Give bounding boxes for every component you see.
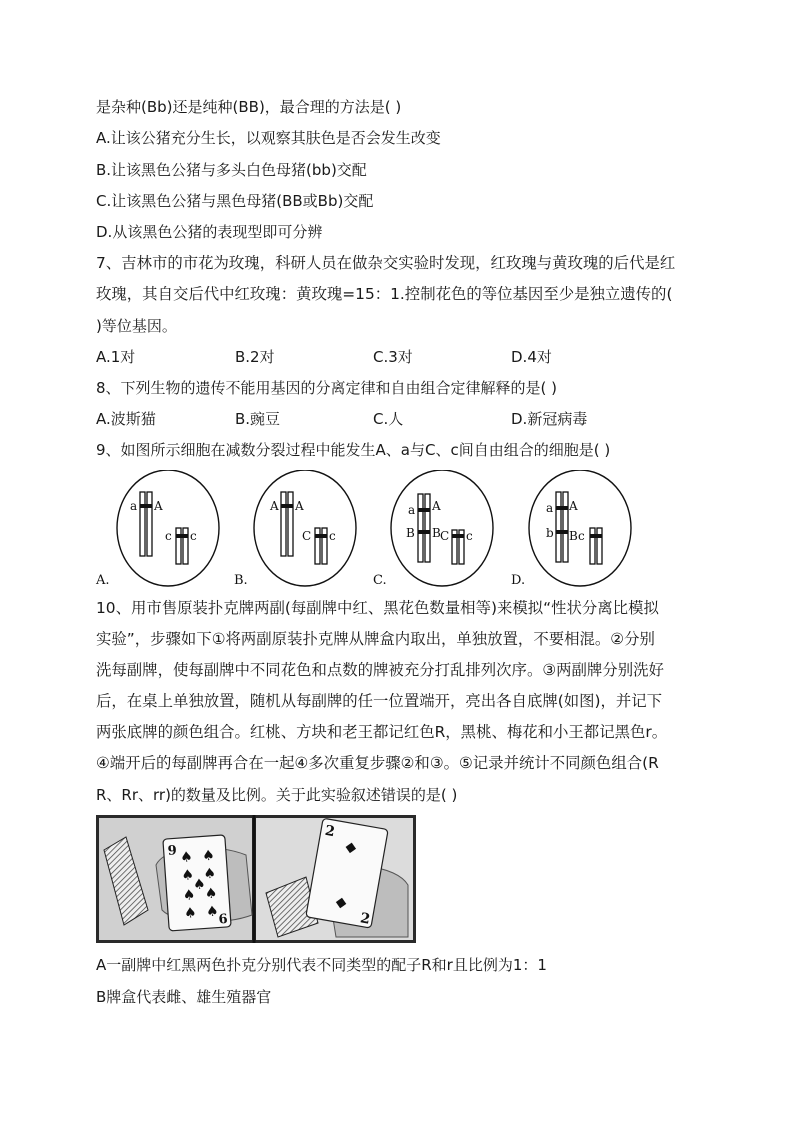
cell-a-label: c bbox=[190, 529, 197, 543]
cell-d-label: B bbox=[569, 529, 578, 543]
cell-a-label: c bbox=[165, 529, 172, 543]
q8-stem: 8、下列生物的遗传不能用基因的分离定律和自由组合定律解释的是( ) bbox=[96, 379, 558, 397]
q10-stem-line-4: 后，在桌上单独放置，随机从每副牌的任一位置端开，亮出各自底牌(如图)，并记下 bbox=[96, 692, 663, 710]
q7-stem-line-1: 7、吉林市的市花为玫瑰，科研人员在做杂交实验时发现，红玫瑰与黄玫瑰的后代是红 bbox=[96, 254, 676, 272]
q6-stem: 是杂种(Bb)还是纯种(BB)，最合理的方法是( ) bbox=[96, 98, 402, 116]
q10-stem-line-5: 两张底牌的颜色组合。红桃、方块和老王都记红色R，黑桃、梅花和小王都记黑色r。 bbox=[96, 723, 668, 741]
cell-c-option-label: C. bbox=[373, 573, 387, 588]
svg-text:♠: ♠ bbox=[202, 865, 217, 883]
card-right-rank: 2 bbox=[323, 822, 337, 841]
cell-c-label: c bbox=[466, 529, 473, 543]
q7-option-d: D.4对 bbox=[511, 348, 552, 366]
svg-text:♠: ♠ bbox=[201, 847, 216, 865]
svg-text:♠: ♠ bbox=[204, 885, 218, 903]
cell-c-label: B bbox=[406, 526, 415, 540]
cell-c-label: a bbox=[408, 503, 416, 517]
cell-b-chromatid bbox=[288, 492, 293, 556]
cell-b-label: C bbox=[302, 529, 312, 543]
cell-d-label: A bbox=[569, 499, 578, 513]
cell-a-label: a bbox=[130, 499, 138, 513]
q7-option-c: C.3对 bbox=[373, 348, 413, 366]
cell-c-label: C bbox=[440, 529, 450, 543]
svg-text:◆: ◆ bbox=[334, 893, 348, 912]
cell-b-option-label: B. bbox=[234, 573, 248, 588]
cell-c-chromatid bbox=[418, 494, 423, 562]
cell-d-chromatid bbox=[556, 492, 561, 562]
q8-option-b: B.豌豆 bbox=[235, 410, 281, 428]
svg-text:♠: ♠ bbox=[179, 849, 194, 867]
cell-a-membrane bbox=[117, 470, 219, 586]
cell-c-label: B bbox=[432, 526, 441, 540]
cell-a-chromatid bbox=[176, 528, 181, 564]
svg-text:♠: ♠ bbox=[180, 867, 195, 884]
cell-b-label: c bbox=[329, 529, 336, 543]
cell-b-chromatid bbox=[281, 492, 286, 556]
q7-option-a: A.1对 bbox=[96, 348, 136, 366]
cell-d-label: a bbox=[546, 501, 554, 515]
cell-a-label: A bbox=[154, 499, 163, 513]
cell-d-membrane bbox=[529, 470, 631, 586]
cell-a-chromatid bbox=[147, 492, 152, 556]
cell-a-option-label: A. bbox=[96, 573, 110, 588]
q10-stem-line-2: 实验”，步骤如下①将两副原装扑克牌从牌盒内取出，单独放置，不要相混。②分别 bbox=[96, 630, 655, 648]
card-left-rank: 9 bbox=[167, 843, 178, 859]
svg-text:♠: ♠ bbox=[192, 876, 207, 894]
card-right-rank-bottom: 2 bbox=[358, 910, 372, 928]
svg-text:◆: ◆ bbox=[344, 838, 358, 857]
q8-option-a: A.波斯猫 bbox=[96, 410, 156, 428]
cell-b-membrane bbox=[254, 470, 356, 586]
q10-option-b: B牌盒代表雌、雄生殖器官 bbox=[96, 988, 272, 1006]
q8-option-d: D.新冠病毒 bbox=[511, 410, 588, 428]
q7-stem-line-3: )等位基因。 bbox=[96, 317, 177, 335]
svg-text:♠: ♠ bbox=[205, 903, 220, 921]
cell-d-chromatid bbox=[563, 492, 568, 562]
q6-option-a: A.让该公猪充分生长，以观察其肤色是否会发生改变 bbox=[96, 129, 441, 147]
q6-option-b: B.让该黑色公猪与多头白色母猪(bb)交配 bbox=[96, 161, 367, 179]
cell-b-chromatid bbox=[315, 528, 320, 564]
q7-stem-line-2: 玫瑰，其自交后代中红玫瑰：黄玫瑰=15：1.控制花色的等位基因至少是独立遗传的( bbox=[96, 285, 673, 303]
svg-text:♠: ♠ bbox=[182, 887, 196, 904]
cell-b-label: A bbox=[270, 499, 279, 513]
q9-stem: 9、如图所示细胞在减数分裂过程中能发生A、a与C、c间自由组合的细胞是( ) bbox=[96, 441, 611, 459]
cell-d-option-label: D. bbox=[511, 573, 526, 588]
q10-stem-line-1: 10、用市售原装扑克牌两副(每副牌中红、黑花色数量相等)来模拟“性状分离比模拟 bbox=[96, 599, 659, 617]
cell-d-chromatid bbox=[597, 528, 602, 564]
cell-d-chromatid bbox=[590, 528, 595, 564]
q9-cell-figure bbox=[0, 470, 794, 595]
cell-c-label: A bbox=[432, 499, 441, 513]
q10-stem-line-3: 洗每副牌，使每副牌中不同花色和点数的牌被充分打乱排列次序。③两副牌分别洗好 bbox=[96, 661, 664, 679]
svg-text:♠: ♠ bbox=[183, 905, 198, 922]
cell-d-label: c bbox=[578, 529, 585, 543]
q7-option-b: B.2对 bbox=[235, 348, 275, 366]
cell-b-label: A bbox=[295, 499, 304, 513]
cell-b-chromatid bbox=[322, 528, 327, 564]
q8-option-c: C.人 bbox=[373, 410, 404, 428]
q10-stem-line-7: R、Rr、rr)的数量及比例。关于此实验叙述错误的是( ) bbox=[96, 786, 458, 804]
q10-option-a: A一副牌中红黑两色扑克分别代表不同类型的配子R和r且比例为1：1 bbox=[96, 956, 547, 974]
q10-stem-line-6: ④端开后的每副牌再合在一起④多次重复步骤②和③。⑤记录并统计不同颜色组合(R bbox=[96, 754, 659, 772]
cell-a-chromatid bbox=[183, 528, 188, 564]
q6-option-c: C.让该黑色公猪与黑色母猪(BB或Bb)交配 bbox=[96, 192, 374, 210]
cell-a-chromatid bbox=[140, 492, 145, 556]
cell-d-label: b bbox=[546, 526, 554, 540]
q6-option-d: D.从该黑色公猪的表现型即可分辨 bbox=[96, 223, 323, 241]
card-left-rank-bottom: 6 bbox=[218, 911, 229, 928]
card-photo bbox=[96, 815, 416, 943]
cell-c-chromatid bbox=[425, 494, 430, 562]
